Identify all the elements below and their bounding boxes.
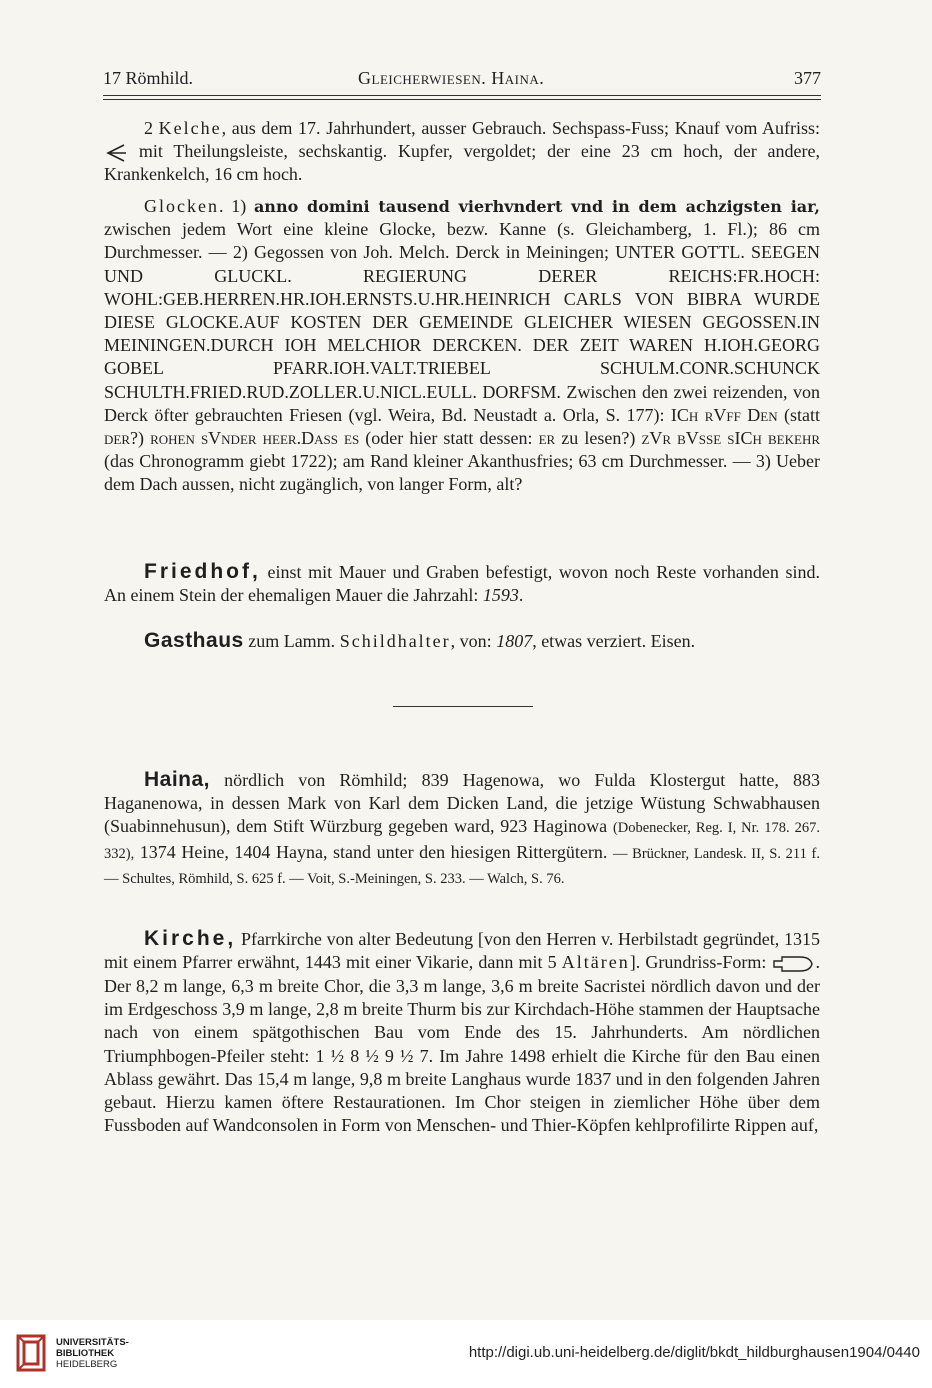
source-url-link[interactable]: http://digi.ub.uni-heidelberg.de/diglit/bkdt_hildburghausen1904/0440 bbox=[468, 1344, 920, 1361]
ub-heidelberg-logo-icon bbox=[12, 1332, 50, 1374]
term-glocken: Glocken bbox=[144, 196, 219, 216]
header-left: 17 Römhild. bbox=[103, 68, 194, 88]
section-divider bbox=[393, 706, 533, 707]
bell-inscription: anno domini tausend vierhvndert vnd in dem achzigsten iar, bbox=[253, 197, 821, 216]
chronogram-numerals: 1 ½ 8 ½ 9 ½ 7 bbox=[315, 1045, 429, 1066]
page-number: 377 bbox=[794, 68, 821, 88]
knauf-profile-icon bbox=[104, 143, 128, 163]
church-floorplan-icon bbox=[772, 953, 816, 975]
paragraph-kelche: 2 Kelche, aus dem 17. Jahrhundert, ausser Gebrauch. Sechspass-Fuss; Knauf vom Aufriss: mit Theilungsleiste, sechskantig. Kupfer, vergoldet; der eine 23 cm hoch, der andere, Krankenkelch, 16 cm hoch. bbox=[104, 118, 821, 185]
paragraph-gasthaus: Gasthaus zum Lamm. Schildhalter, von: 1807, etwas verziert. Eisen. bbox=[144, 629, 696, 652]
paragraph-friedhof: Friedhof, einst mit Mauer und Graben befestigt, wovon noch Reste vorhanden sind. An einem Stein der ehemaligen Mauer die Jahrzahl: 1593. bbox=[104, 560, 820, 606]
header-center: Gleicherwiesen. Haina. bbox=[358, 68, 545, 88]
heading-haina: Haina, bbox=[144, 768, 211, 791]
digitization-footer bbox=[0, 1320, 932, 1388]
header-rule-thin bbox=[103, 99, 821, 100]
paragraph-kirche: Kirche, Pfarrkirche von alter Bedeutung [von den Herren v. Herbilstadt gegründet, 1315 mit einem Pfarrer erwähnt, 1443 mit einer Vikarie, dann mit 5 Altären]. Grundriss-Form: . Der 8,2 m lange, 6,3 m breite Chor, die 3,3 m lange, 3,6 m breite Sacristei nördlich davon und der im Erdgeschoss 3,9 m lange, 2,8 m breite Thurm bis zur Kirchdach-Höhe stammen der Hauptsache nach von einem spätgothischen Bau vom Ende des 15. Jahrhunderts. Am nördlichen Triumphbogen-Pfeiler steht: 1 ½ 8 ½ 9 ½ 7. Im Jahre 1498 erhielt die Kirche für den Bau einen Ablass gewährt. Das 15,4 m lange, 9,8 m breite Langhaus wurde 1837 und in den folgenden Jahren gebaut. Hierzu kamen öftere Restaurationen. Im Chor steigen in ziemlicher Höhe über dem Fussboden auf Wandconsolen in Form von Menschen- und Thier-Köpfen kehlprofilirte Rippen auf, bbox=[104, 927, 821, 1136]
running-header bbox=[103, 68, 821, 96]
paragraph-haina: Haina, nördlich von Römhild; 839 Hagenowa, wo Fulda Klostergut hatte, 883 Haganenowa, in dessen Mark von Karl dem Dicken Land, die jetzige Wüstung Schwabhausen (Suabinnehusun), dem Stift Würzburg gegeben ward, 923 Haginowa (Dobenecker, Reg. I, Nr. 178. 267. 332), 1374 Heine, 1404 Hayna, stand unter den hiesigen Rittergütern. — Brückner, Landesk. II, S. 211 f. — Schultes, Römhild, S. 625 f. — Voit, S.-Meiningen, S. 233. — Walch, S. 76. bbox=[104, 768, 821, 887]
library-name: UNIVERSITÄTS- BIBLIOTHEK HEIDELBERG bbox=[56, 1337, 129, 1370]
paragraph-glocken: Glocken. 1) anno domini tausend vierhvndert vnd in dem achzigsten iar, zwischen jedem Wort eine kleine Glocke, bezw. Kanne (s. Gleichamberg, 1. Fl.); 86 cm Durchmesser. — 2) Gegossen von Joh. Melch. Derck in Meiningen; UNTER GOTTL. SEEGEN UND GLUCKL. REGIERUNG DERER REICHS:FR.HOCH: WOHL:GEB.HERREN.HR.IOH.ERNSTS.U.HR.HEINRICH CARLS VON BIBRA WURDE DIESE GLOCKE.AUF KOSTEN DER GEMEINDE GLEICHER WIESEN GEGOSSEN.IN MEININGEN.DURCH IOH MELCHIOR DERCKEN. DER ZEIT WAREN H.IOH.GEORG GOBEL PFARR.IOH.VALT.TRIEBEL SCHULM.CONR.SCHUNCK SCHULTH.FRIED.RUD.ZOLLER.U.NICL.EULL. DORFSM. Zwischen den zwei reizenden, von Derck öfter gebrauchten Friesen (vgl. Weira, Bd. Neustadt a. Orla, S. 177): ICh rVff Den (statt der?) rohen sVnder heer.Dass es (oder hier statt dessen: er zu lesen?) zVr bVsse sICh bekehr (das Chronogramm giebt 1722); am Rand kleiner Akanthusfries; 63 cm Durchmesser. — 3) Ueber dem Dach aussen, nicht zugänglich, von langer Form, alt? bbox=[104, 196, 821, 495]
heading-gasthaus: Gasthaus bbox=[144, 629, 244, 652]
term-kelche: Kelche bbox=[158, 118, 222, 138]
heading-friedhof: Friedhof, bbox=[144, 560, 261, 583]
heading-kirche: Kirche, bbox=[144, 927, 237, 950]
header-rule bbox=[103, 95, 821, 96]
